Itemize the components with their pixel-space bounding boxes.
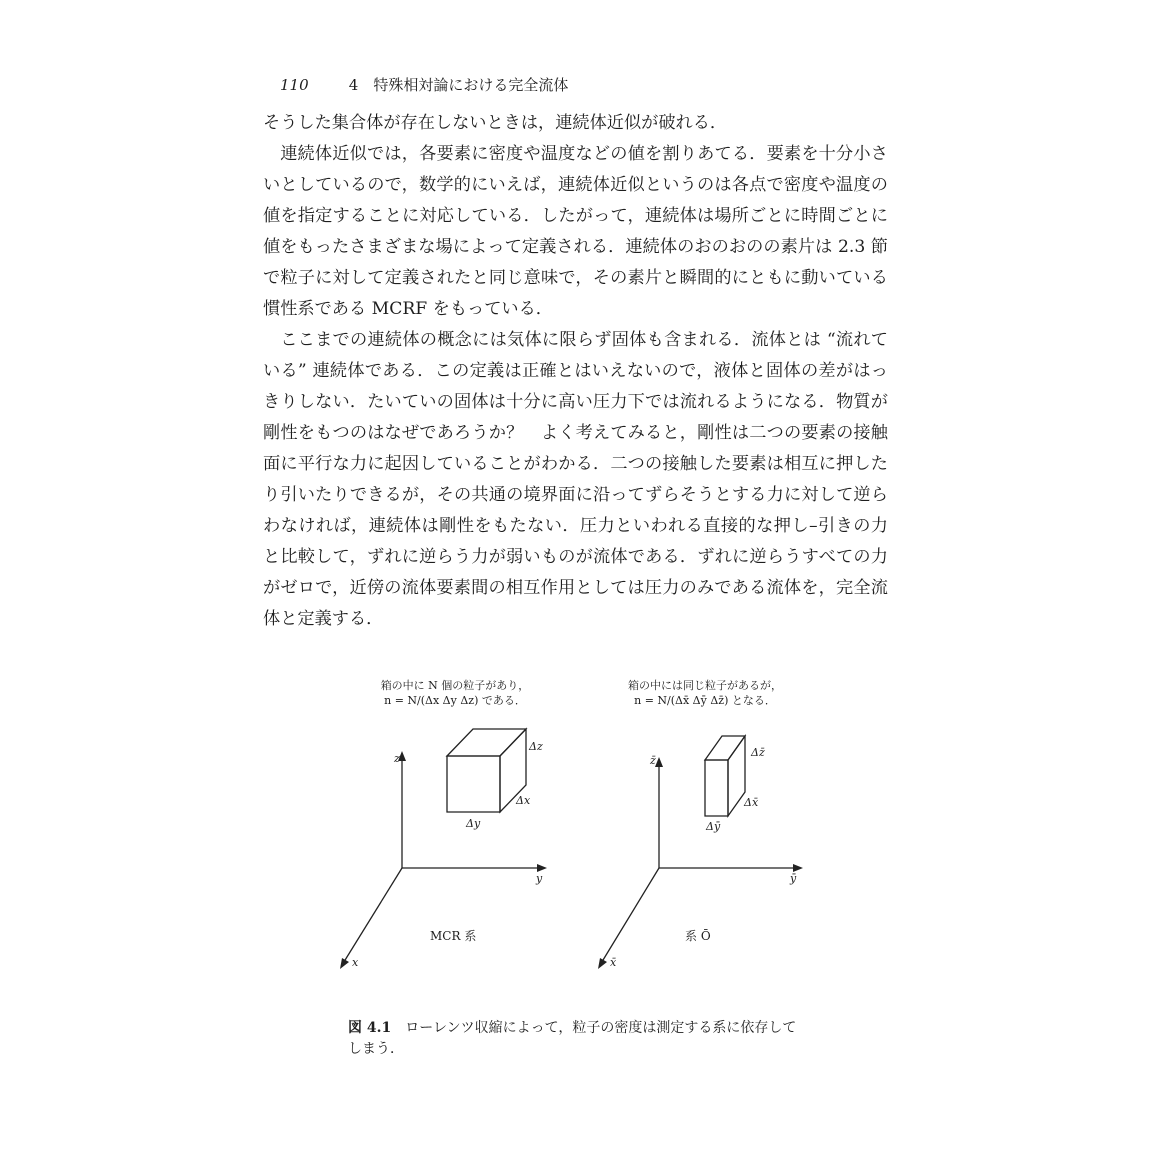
right-axis-y-label: ȳ bbox=[790, 872, 797, 885]
right-note-line1: 箱の中には同じ粒子があるが， bbox=[628, 679, 782, 692]
right-note bbox=[615, 678, 795, 708]
right-box-front bbox=[705, 760, 728, 816]
left-axis-z-label: z bbox=[394, 752, 400, 765]
right-system-label: 系 Ō bbox=[685, 929, 711, 943]
left-y-arrowhead bbox=[537, 864, 547, 872]
left-note-line1: 箱の中に N 個の粒子があり， bbox=[380, 679, 530, 692]
caption-number: 図 4.1 bbox=[348, 1020, 392, 1036]
right-dz-label: Δz̄ bbox=[751, 746, 765, 759]
left-system-label: MCR 系 bbox=[430, 929, 477, 943]
right-dx-label: Δx̄ bbox=[744, 796, 759, 809]
left-note-line2: n = N/(Δx Δy Δz) である． bbox=[384, 694, 526, 707]
left-axis-x-label: x bbox=[352, 956, 359, 969]
left-box-front bbox=[447, 756, 500, 812]
left-x-axis bbox=[342, 868, 402, 965]
caption-text: ローレンツ収縮によって，粒子の密度は測定する系に依存してしまう． bbox=[348, 1020, 797, 1057]
paragraph-3: ここまでの連続体の概念には気体に限らず固体も含まれる．流体とは “流れている” 連続体である．この定義は正確とはいえないので，液体と固体の差がはっきりしない．たいていの固体は十分に高い圧力下では流れるようになる．物質が剛性をもつのはなぜであろうか？ よく考えてみると，剛性は二つの要素の接触面に平行な力に起因していることがわかる．二つの接触した要素は相互に押したり引いたりできるが，その共通の境界面に沿ってずらそうとする力に対して逆らわなければ，連続体は剛性をもたない．圧力といわれる直接的な押し–引きの力と比較して，ずれに逆らう力が弱いものが流体である．ずれに逆らうすべての力がゼロで，近傍の流体要素間の相互作用としては圧力のみである流体を，完全流体と定義する． bbox=[263, 330, 888, 629]
right-note-line2: n = N/(Δx̄ Δȳ Δz̄) となる． bbox=[634, 694, 776, 707]
figure-4-1 bbox=[320, 672, 830, 982]
figure-drawing bbox=[320, 672, 830, 982]
right-x-axis bbox=[600, 868, 659, 965]
chapter-title: 4 特殊相対論における完全流体 bbox=[348, 76, 569, 94]
page-number: 110 bbox=[280, 76, 309, 94]
left-dy-label: Δy bbox=[466, 817, 481, 830]
right-box-top bbox=[705, 736, 745, 760]
left-dz-label: Δz bbox=[529, 740, 543, 753]
right-box-side bbox=[728, 736, 745, 816]
left-axis-y-label: y bbox=[536, 872, 543, 885]
left-dx-label: Δx bbox=[516, 794, 531, 807]
left-box-top bbox=[447, 729, 526, 756]
figure-caption bbox=[348, 1018, 808, 1060]
right-dy-label: Δȳ bbox=[706, 820, 721, 833]
right-x-arrowhead bbox=[598, 958, 607, 969]
right-axis-x-label: x̄ bbox=[610, 956, 617, 969]
left-note bbox=[370, 678, 540, 708]
left-x-arrowhead bbox=[340, 958, 349, 969]
right-y-arrowhead bbox=[793, 864, 803, 872]
right-axis-z-label: z̄ bbox=[650, 754, 656, 767]
running-head bbox=[280, 74, 568, 95]
right-z-arrowhead bbox=[655, 757, 663, 767]
body-text bbox=[263, 108, 888, 635]
paragraph-1: そうした集合体が存在しないときは，連続体近似が破れる． bbox=[263, 113, 728, 133]
paragraph-2: 連続体近似では，各要素に密度や温度などの値を割りあてる．要素を十分小さいとしているので，数学的にいえば，連続体近似というのは各点で密度や温度の値を指定することに対応している．したがって，連続体は場所ごとに時間ごとに値をもったさまざまな場によって定義される．連続体のおのおのの素片は 2.3 節で粒子に対して定義されたと同じ意味で，その素片と瞬間的にともに動いている慣性系である MCRF をもっている． bbox=[263, 144, 888, 319]
